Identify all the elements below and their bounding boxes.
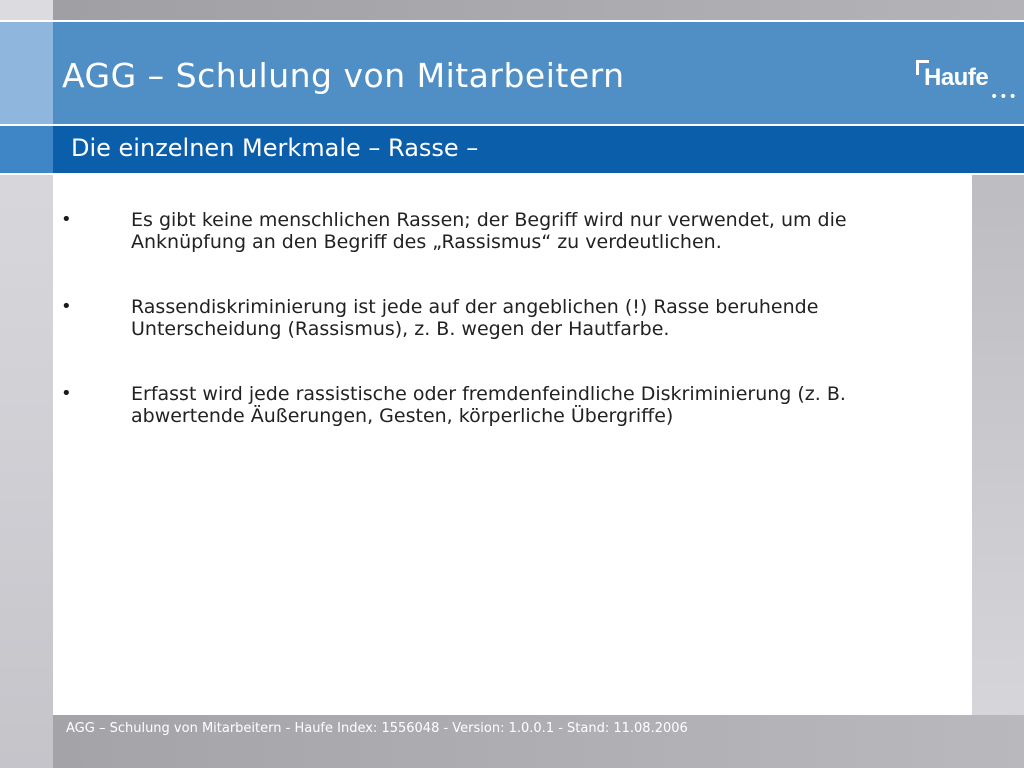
- bullet-text: Es gibt keine menschlichen Rassen; der Begriff wird nur verwendet, um die Anknüpfung an den Begriff des „Rassismus“ zu verdeutlichen.: [131, 209, 847, 253]
- footer-text: AGG – Schulung von Mitarbeitern - Haufe Index: 1556048 - Version: 1.0.0.1 - Stand: 11.08.2006: [66, 721, 688, 736]
- slide-content: [53, 175, 972, 715]
- bullet-text: Erfasst wird jede rassistische oder fremdenfeindliche Diskriminierung (z. B. abwertende Äußerungen, Gesten, körperliche Übergriffe): [131, 383, 846, 427]
- right-frame-strip: [972, 175, 1024, 715]
- bullet-icon: •: [61, 383, 72, 404]
- section-subtitle: Die einzelnen Merkmale – Rasse –: [71, 134, 479, 162]
- subtitle-left-accent: [0, 126, 53, 173]
- slide-header: [0, 20, 1024, 126]
- bullet-text: Rassendiskriminierung ist jede auf der angeblichen (!) Rasse beruhende Unterscheidung (Rassismus), z. B. wegen der Hautfarbe.: [131, 296, 819, 340]
- bullet-icon: •: [61, 209, 72, 230]
- header-left-accent: [0, 22, 53, 124]
- logo-dots-icon: •••: [990, 89, 1018, 105]
- logo-text: Haufe: [924, 64, 989, 91]
- bullet-icon: •: [61, 296, 72, 317]
- haufe-logo: [912, 60, 1018, 106]
- top-frame-band: [53, 0, 1024, 20]
- page-title: AGG – Schulung von Mitarbeitern: [62, 56, 625, 95]
- subtitle-bar: [0, 126, 1024, 175]
